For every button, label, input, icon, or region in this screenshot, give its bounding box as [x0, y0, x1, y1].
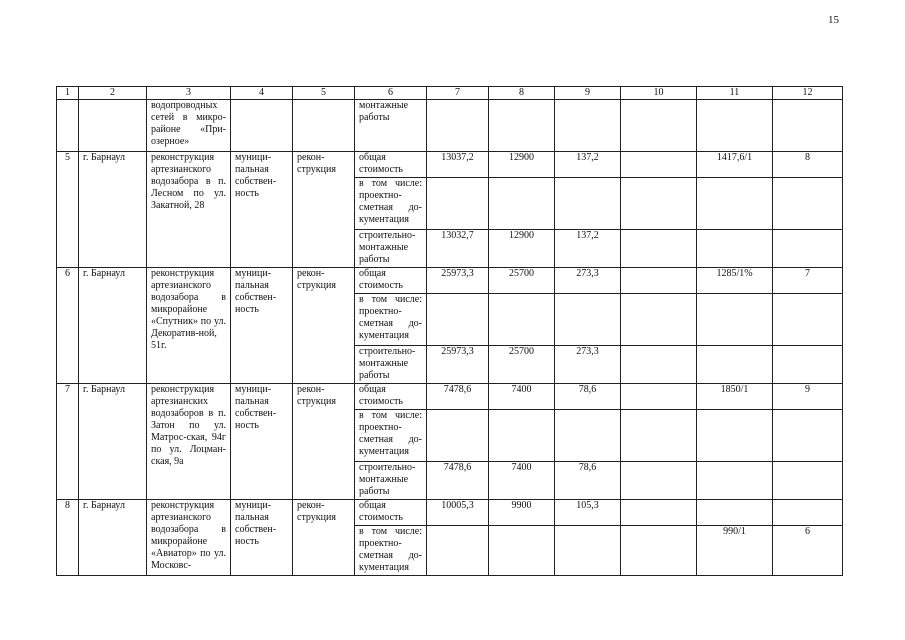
object-name: реконструкция артезианского водозабора в микрорайоне «Спутник» по ул. Декоратив-ной, 51г.	[147, 268, 231, 384]
object-city: г. Барнаул	[79, 384, 147, 500]
table-row	[57, 500, 843, 526]
cost-label: строительно-монтажные работы	[355, 230, 427, 268]
cell-value: 7	[773, 268, 843, 294]
object-number: 7	[57, 384, 79, 500]
cost-label: в том числе: проектно-сметная до-кументация	[355, 294, 427, 346]
cell-value: 12900	[489, 152, 555, 178]
object-work-type: рекон-струкция	[293, 384, 355, 500]
column-number: 10	[621, 87, 697, 100]
table-row	[57, 268, 843, 294]
cell-value: 105,3	[555, 500, 621, 526]
column-number: 1	[57, 87, 79, 100]
table-row	[57, 384, 843, 410]
cell-value: 8	[773, 152, 843, 178]
object-ownership: муници-пальная собствен-ность	[231, 268, 293, 384]
object-number: 8	[57, 500, 79, 576]
column-number: 4	[231, 87, 293, 100]
cell-value: 13037,2	[427, 152, 489, 178]
column-numbers-row	[57, 87, 843, 100]
column-number: 8	[489, 87, 555, 100]
cell-value: 7478,6	[427, 384, 489, 410]
object-city: г. Барнаул	[79, 500, 147, 576]
cell-value: 7478,6	[427, 462, 489, 500]
column-number: 11	[697, 87, 773, 100]
cost-label: строительно-монтажные работы	[355, 462, 427, 500]
cell-value: 1850/1	[697, 384, 773, 410]
cost-label: в том числе: проектно-сметная до-кументация	[355, 178, 427, 230]
cell-value: 12900	[489, 230, 555, 268]
object-name: водопроводных сетей в микро-районе «При-озерное»	[147, 100, 231, 152]
object-ownership: муници-пальная собствен-ность	[231, 384, 293, 500]
continuation-row	[57, 100, 843, 152]
cell-value: 25700	[489, 346, 555, 384]
cell-value: 25973,3	[427, 268, 489, 294]
object-work-type: рекон-струкция	[293, 152, 355, 268]
object-ownership: муници-пальная собствен-ность	[231, 152, 293, 268]
cell-value	[773, 500, 843, 526]
investment-objects-table	[56, 86, 843, 576]
object-city: г. Барнаул	[79, 152, 147, 268]
cost-label: общая стоимость	[355, 384, 427, 410]
cost-label: общая стоимость	[355, 500, 427, 526]
cell-value: 273,3	[555, 346, 621, 384]
object-work-type: рекон-струкция	[293, 268, 355, 384]
cell-value: 1285/1%	[697, 268, 773, 294]
object-name: реконструкция артезианского водозабора в микрорайоне «Авиатор» по ул. Московс-	[147, 500, 231, 576]
cell-value: 10005,3	[427, 500, 489, 526]
column-number: 5	[293, 87, 355, 100]
cell-value: 78,6	[555, 462, 621, 500]
cell-value: 137,2	[555, 230, 621, 268]
cell-value: 9900	[489, 500, 555, 526]
table-row	[57, 152, 843, 178]
object-number: 6	[57, 268, 79, 384]
cell-value: 78,6	[555, 384, 621, 410]
cell-value: 137,2	[555, 152, 621, 178]
cell-value	[697, 500, 773, 526]
column-number: 12	[773, 87, 843, 100]
cell-value: 990/1	[697, 526, 773, 576]
cell-value: 9	[773, 384, 843, 410]
column-number: 6	[355, 87, 427, 100]
object-work-type: рекон-струкция	[293, 500, 355, 576]
object-name: реконструкция артезианского водозабора в п. Лесном по ул. Закатной, 28	[147, 152, 231, 268]
cell-value: 7400	[489, 462, 555, 500]
object-name: реконструкция артезианских водозаборов в п. Затон по ул. Матрос-ская, 94г по ул. Лоцман-ская, 9а	[147, 384, 231, 500]
cost-label: строительно-монтажные работы	[355, 346, 427, 384]
object-city: г. Барнаул	[79, 268, 147, 384]
column-number: 9	[555, 87, 621, 100]
cost-label: общая стоимость	[355, 152, 427, 178]
cell-value: 13032,7	[427, 230, 489, 268]
cost-label: общая стоимость	[355, 268, 427, 294]
object-number: 5	[57, 152, 79, 268]
page-number: 15	[828, 14, 839, 26]
cell-value: 25700	[489, 268, 555, 294]
cell-value: 1417,6/1	[697, 152, 773, 178]
cell-value: 6	[773, 526, 843, 576]
object-ownership: муници-пальная собствен-ность	[231, 500, 293, 576]
cell-value: 7400	[489, 384, 555, 410]
column-number: 7	[427, 87, 489, 100]
column-number: 3	[147, 87, 231, 100]
column-number: 2	[79, 87, 147, 100]
cost-label: в том числе: проектно-сметная до-кументация	[355, 526, 427, 576]
cost-label: в том числе: проектно-сметная до-кументация	[355, 410, 427, 462]
cell-value: 273,3	[555, 268, 621, 294]
cell-value: 25973,3	[427, 346, 489, 384]
cost-label: монтажные работы	[355, 100, 427, 152]
